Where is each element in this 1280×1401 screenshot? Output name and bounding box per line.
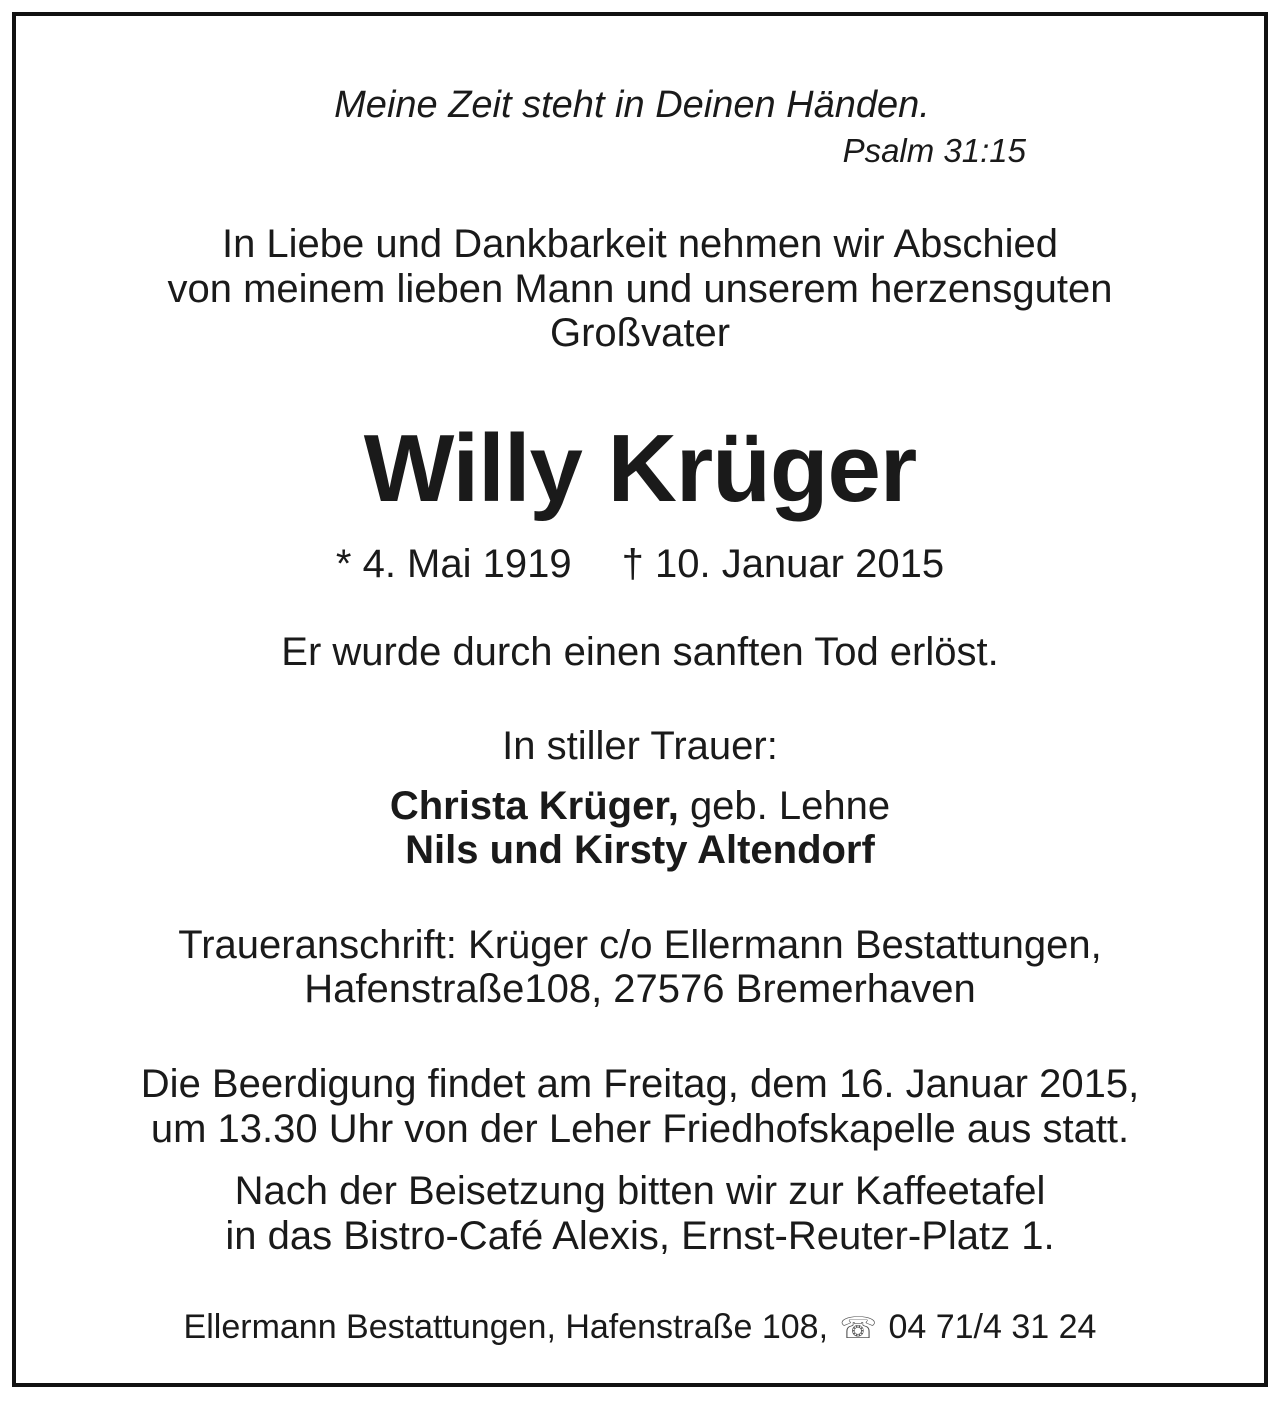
burial-line-1: Die Beerdigung findet am Freitag, dem 16. Januar 2015, — [140, 1062, 1140, 1106]
address-line-1: Traueranschrift: Krüger c/o Ellermann Bestattungen, — [178, 923, 1102, 967]
deceased-name: Willy Krüger — [363, 415, 917, 522]
footer-company: Ellermann Bestattungen, Hafenstraße 108, — [183, 1308, 829, 1346]
birth-date: * 4. Mai 1919 — [335, 542, 572, 586]
intro-line-1: In Liebe und Dankbarkeit nehmen wir Abschied — [221, 222, 1059, 266]
death-date: † 10. Januar 2015 — [621, 542, 945, 586]
motto-quote: Meine Zeit steht in Deinen Händen. — [334, 84, 930, 126]
coffee-line-1: Nach der Beisetzung bitten wir zur Kaffeetafel — [234, 1169, 1046, 1213]
intro-line-3: Großvater — [549, 311, 731, 355]
phone-icon: ☏ — [839, 1312, 878, 1345]
coffee-line-2: in das Bistro-Café Alexis, Ernst-Reuter-Platz 1. — [225, 1214, 1055, 1258]
mourner-1-suffix: geb. Lehne — [689, 784, 891, 828]
mourner-1-name: Christa Krüger, — [389, 784, 679, 828]
release-text: Er wurde durch einen sanften Tod erlöst. — [281, 630, 999, 674]
footer-contact — [16, 1310, 1264, 1344]
life-dates — [16, 544, 1264, 584]
burial-line-2: um 13.30 Uhr von der Leher Friedhofskapelle aus statt. — [150, 1107, 1130, 1151]
footer-phone: 04 71/4 31 24 — [888, 1308, 1097, 1346]
mourning-heading: In stiller Trauer: — [502, 724, 778, 768]
mourner-2-name: Nils und Kirsty Altendorf — [405, 828, 875, 872]
obituary-notice — [12, 12, 1268, 1387]
intro-line-2: von meinem lieben Mann und unserem herzensguten — [167, 267, 1113, 311]
motto-source: Psalm 31:15 — [842, 132, 1026, 169]
mourner-1 — [16, 786, 1264, 826]
address-line-2: Hafenstraße108, 27576 Bremerhaven — [304, 967, 976, 1011]
